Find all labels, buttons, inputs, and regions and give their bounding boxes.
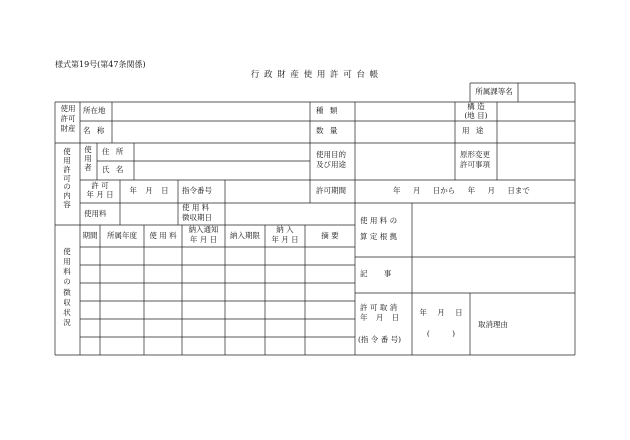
alteration-label-1: 原形変更 [460, 150, 490, 159]
fee-basis-label-2: 算 定 根 拠 [360, 232, 398, 241]
col-fiscal-year: 所属年度 [107, 231, 137, 240]
purpose-label-2: 及び用途 [316, 160, 346, 169]
land-label: (地 目) [464, 111, 488, 120]
user-name-label: 氏 名 [102, 165, 126, 174]
structure-label: 構 造 [467, 102, 485, 111]
revocation-paren: ( ) [426, 329, 456, 338]
permit-date-value: 年 月 日 [129, 186, 169, 195]
user-label: 使用者 [84, 145, 92, 172]
type-label: 種 類 [316, 106, 340, 115]
fee-due-label-1: 使 用 料 [182, 203, 210, 212]
use-label: 用 途 [462, 126, 486, 135]
remarks-label: 記 事 [360, 269, 392, 278]
col-period: 期間 [82, 231, 98, 240]
dept-label: 所属課等名 [475, 87, 513, 96]
permit-section-label: 使用許可の内容 [63, 147, 71, 210]
period-text: 年 月 日から 年 月 日まで [393, 186, 530, 195]
fee-due-label-2: 徴収期日 [182, 213, 212, 222]
revocation-order-label: (指 令 番 号) [358, 335, 402, 344]
col-due: 納入期限 [230, 231, 260, 240]
reason-label: 取消理由 [478, 320, 508, 329]
property-section-label: 使用許可財産 [60, 104, 76, 133]
revocation-date: 年 月 日 [419, 308, 463, 317]
location-label: 所在地 [83, 106, 106, 115]
revocation-label-1: 許 可 取 消 [360, 303, 398, 312]
col-fee: 使 用 料 [149, 231, 177, 240]
alteration-label-2: 許可事項 [460, 160, 490, 169]
col-notice-1: 納入通知 [188, 225, 219, 234]
col-payment-1: 納 入 [276, 225, 294, 234]
fee-basis-label-1: 使 用 料 の [360, 216, 398, 225]
form-number: 様式第19号(第47条関係) [55, 60, 146, 69]
permit-date-label-1: 許 可 [91, 181, 109, 190]
col-notice-2: 年 月 日 [189, 235, 218, 244]
purpose-label-1: 使用目的 [316, 150, 346, 159]
revocation-label-2: 年 月 日 [360, 313, 400, 322]
period-label: 許可期間 [316, 186, 346, 195]
order-number-label: 指令番号 [182, 186, 212, 195]
collection-section-label: 使用料の徴収状況 [63, 247, 71, 327]
col-payment-2: 年 月 日 [271, 235, 299, 244]
col-summary: 摘 要 [321, 231, 339, 240]
page-title: 行 政 財 産 使 用 許 可 台 帳 [250, 70, 380, 80]
quantity-label: 数 量 [316, 126, 340, 135]
name-label: 名 称 [83, 126, 107, 135]
permit-date-label-2: 年 月 日 [86, 190, 114, 199]
fee-label: 使用料 [84, 209, 107, 218]
address-label: 住 所 [102, 147, 126, 156]
